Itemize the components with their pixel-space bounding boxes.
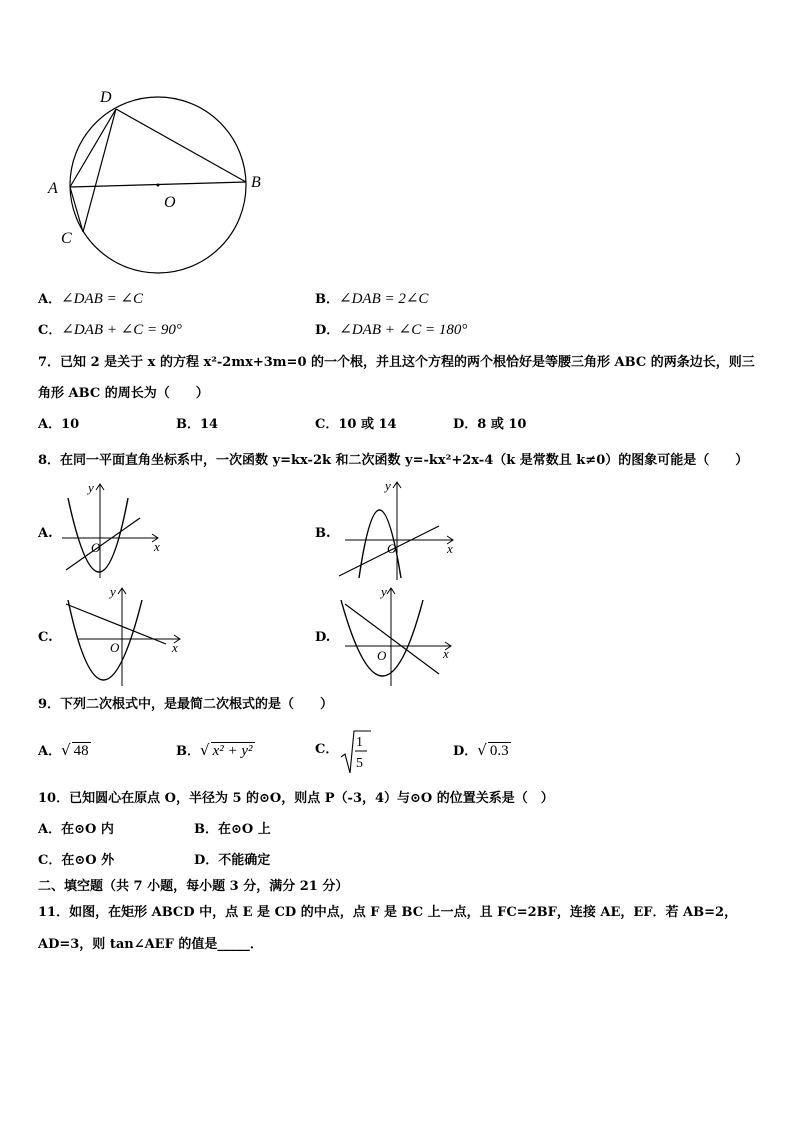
axis-x-label: x: [443, 646, 449, 661]
axis-y-label: y: [385, 478, 391, 493]
line: [66, 518, 140, 570]
section-title: 二、填空题（共 7 小题，每小题 3 分，满分 21 分）: [38, 879, 349, 894]
q7-line1: 7．已知 2 是关于 x 的方程 x²-2mx+3m=0 的一个根，并且这个方程的两个根恰好是等腰三角形 ABC 的两条边长，则三: [38, 355, 755, 370]
option-letter: D．: [453, 744, 478, 759]
label-o: O: [164, 194, 176, 211]
q6-option-d: [315, 322, 467, 339]
q8-text: 8．在同一平面直角坐标系中，一次函数 y=kx-2k 和二次函数 y=-kx²+2x-4（k 是常数且 k≠0）的图象可能是（ ）: [38, 453, 749, 468]
option-text: ∠DAB = 2∠C: [339, 291, 429, 307]
line: [66, 604, 166, 644]
q9-option-b: [176, 742, 255, 760]
option-text: ∠DAB + ∠C = 180°: [339, 322, 468, 338]
label-d: D: [100, 89, 112, 106]
q10-option-c: C．在⊙O 外: [38, 853, 115, 868]
option-letter: D．: [315, 323, 340, 338]
graph-c: [58, 582, 188, 688]
option-letter: A．: [38, 744, 62, 759]
center-point: [157, 184, 160, 187]
radicand: x² + y²: [212, 743, 253, 759]
q7-option-c: C．10 或 14: [315, 417, 397, 432]
option-text: ∠DAB + ∠C = 90°: [61, 322, 182, 338]
axis-y-label: y: [381, 584, 387, 599]
option-letter: B．: [315, 292, 339, 307]
segment-da: [70, 109, 116, 187]
label-c: C: [61, 230, 72, 247]
graph-d: [335, 582, 460, 688]
q10-option-b: B．在⊙O 上: [194, 822, 271, 837]
option-letter: A．: [38, 292, 62, 307]
radical-icon: √: [200, 741, 210, 759]
q11-line1: 11．如图，在矩形 ABCD 中，点 E 是 CD 的中点，点 F 是 BC 上一点，且 FC=2BF，连接 AE，EF．若 AB=2，: [38, 905, 738, 920]
option-letter: C．: [38, 323, 62, 338]
q8-option-b-label: B.: [315, 526, 331, 541]
q9-option-c-radical: [339, 729, 373, 775]
q8-option-c-label: C.: [38, 630, 53, 645]
parabola: [68, 498, 128, 572]
label-a: A: [48, 180, 58, 197]
radical-icon: √: [61, 741, 71, 759]
option-letter: C．: [315, 742, 339, 757]
q9-option-a: [38, 742, 91, 760]
q9-text: 9．下列二次根式中，是最简二次根式的是（ ）: [38, 697, 334, 712]
option-text: ∠DAB = ∠C: [61, 291, 144, 307]
origin-label: O: [377, 648, 387, 663]
origin-label: O: [110, 640, 120, 655]
q8-option-a-label: A.: [38, 526, 53, 541]
q9-option-d: [453, 742, 511, 760]
q6-option-a: [38, 291, 143, 308]
radicand: 0.3: [489, 743, 509, 759]
parabola: [341, 600, 423, 676]
graph-a: [58, 478, 168, 584]
origin-label: O: [91, 540, 101, 555]
radical-icon: √: [477, 741, 487, 759]
circle-figure: [40, 85, 270, 280]
radicand: 48: [73, 743, 89, 759]
line: [345, 604, 439, 674]
q11-line2: AD=3，则 tan∠AEF 的值是_____．: [38, 937, 263, 952]
q9-option-c: [315, 742, 338, 758]
axis-y-label: y: [88, 480, 94, 495]
fraction-denominator: 5: [356, 756, 363, 771]
parabola: [68, 600, 142, 680]
segment-db: [116, 109, 246, 182]
q6-option-b: [315, 291, 428, 308]
origin-label: O: [387, 541, 397, 556]
q7-line2: 角形 ABC 的周长为（ ）: [38, 386, 209, 401]
segment-dc: [83, 109, 116, 232]
q10-text: 10．已知圆心在原点 O，半径为 5 的⊙O，则点 P（-3，4）与⊙O 的位置关系是（ ）: [38, 791, 554, 806]
q8-option-d-label: D.: [315, 630, 331, 645]
axis-x-label: x: [154, 539, 160, 554]
q10-option-d: D．不能确定: [194, 853, 271, 868]
option-letter: B．: [176, 744, 200, 759]
q7-option-b: B．14: [176, 417, 219, 432]
axis-x-label: x: [447, 541, 453, 556]
q7-option-a: A．10: [38, 417, 80, 432]
q7-option-d: D．8 或 10: [453, 417, 527, 432]
segment-ac: [70, 187, 83, 232]
q6-option-c: [38, 322, 182, 339]
fraction-numerator: 1: [356, 735, 363, 750]
label-b: B: [251, 174, 261, 191]
axis-y-label: y: [110, 584, 116, 599]
graph-b: [335, 478, 460, 584]
axis-x-label: x: [172, 640, 178, 655]
q10-option-a: A．在⊙O 内: [38, 822, 114, 837]
